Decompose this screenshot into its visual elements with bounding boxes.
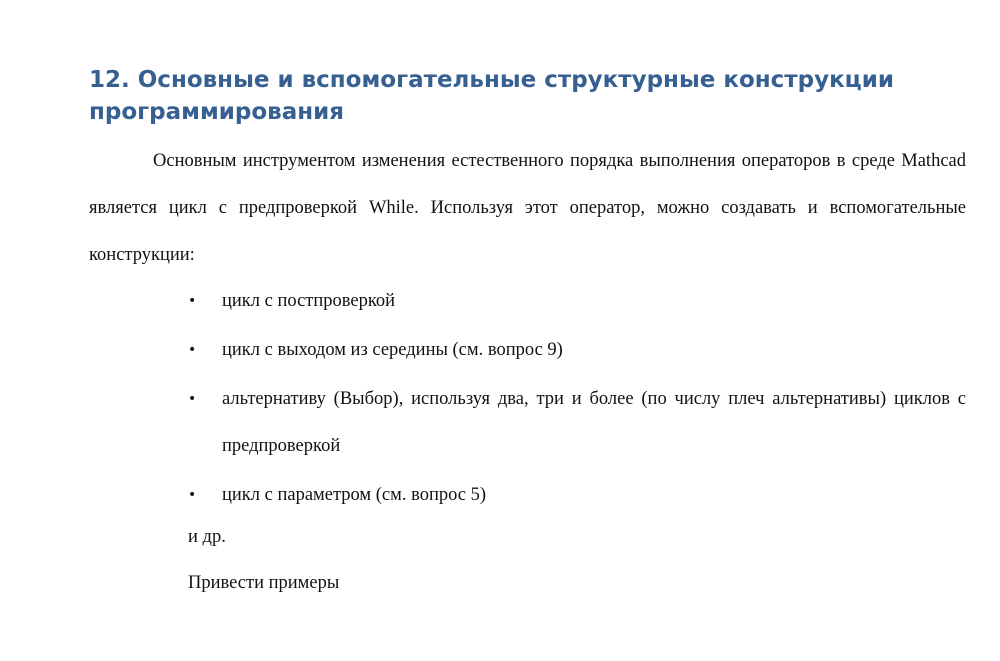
list-item-text: цикл с постпроверкой [222, 291, 396, 311]
etc-text: и др. [188, 527, 226, 547]
bullet-icon: • [188, 391, 197, 407]
list-item [188, 472, 966, 519]
list-item [188, 376, 966, 470]
examples-text: Привести примеры [188, 573, 340, 593]
bullet-icon: • [188, 342, 197, 358]
section-heading: 12. Основные и вспомогательные структурные конструкции программирования [89, 67, 894, 125]
list-item [188, 278, 966, 325]
bullet-icon: • [188, 487, 197, 503]
list-item-text: цикл с выходом из середины (см. вопрос 9) [222, 340, 563, 360]
bullet-icon: • [188, 293, 197, 309]
intro-paragraph: Основным инструментом изменения естественного порядка выполнения операторов в среде Mathcad является цикл с предпроверкой While. Используя этот оператор, можно создавать и вспомогательные конструкции: [89, 151, 966, 265]
constructs-list [188, 278, 966, 521]
list-item-text: цикл с параметром (см. вопрос 5) [222, 485, 487, 505]
list-item [188, 327, 966, 374]
list-item-text: альтернативу (Выбор), используя два, три и более (по числу плеч альтернативы) циклов с предпроверкой [222, 389, 966, 456]
